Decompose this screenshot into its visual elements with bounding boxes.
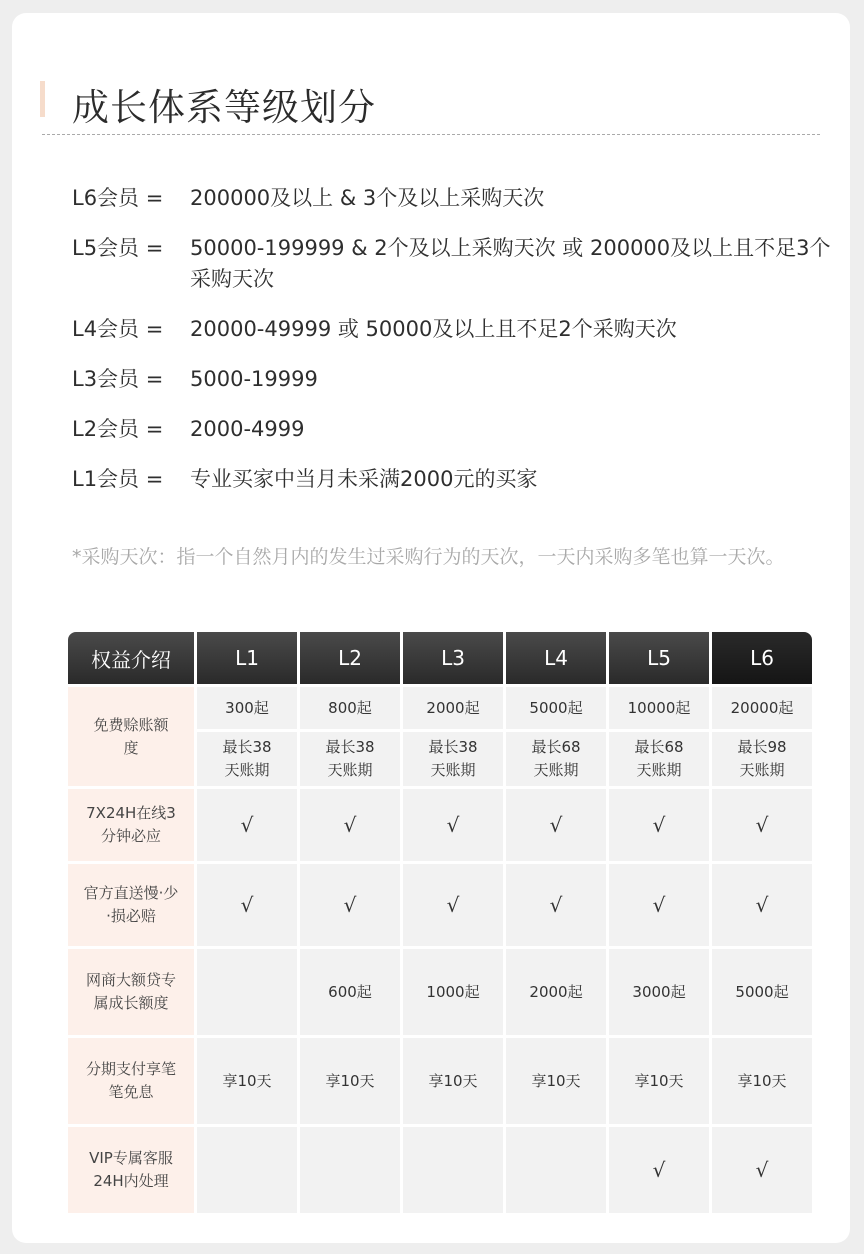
check-icon: √ bbox=[609, 789, 709, 861]
rule-condition: 2000-4999 bbox=[190, 417, 305, 441]
rule-item bbox=[72, 314, 832, 345]
check-icon: √ bbox=[609, 864, 709, 946]
rule-level: L3会员 = bbox=[72, 367, 164, 391]
column-header: L1 bbox=[197, 632, 297, 684]
table-row bbox=[68, 864, 812, 946]
check-icon: √ bbox=[609, 1127, 709, 1213]
credit-term: 最长68天账期 bbox=[609, 732, 709, 786]
check-icon: √ bbox=[506, 789, 606, 861]
check-icon: √ bbox=[403, 864, 503, 946]
row-label: 免费赊账额度 bbox=[68, 687, 194, 786]
divider bbox=[42, 134, 820, 135]
check-icon: √ bbox=[712, 864, 812, 946]
check-icon: √ bbox=[197, 789, 297, 861]
column-header: L2 bbox=[300, 632, 400, 684]
table-cell bbox=[300, 1127, 400, 1213]
table-row bbox=[68, 789, 812, 861]
table-cell: 享10天 bbox=[506, 1038, 606, 1124]
table-cell: 1000起 bbox=[403, 949, 503, 1035]
table-cell: 2000起 bbox=[506, 949, 606, 1035]
table-cell bbox=[197, 1127, 297, 1213]
level-rules bbox=[72, 183, 832, 514]
table-cell: 享10天 bbox=[300, 1038, 400, 1124]
page-title: 成长体系等级划分 bbox=[72, 86, 376, 129]
table-row bbox=[68, 949, 812, 1035]
credit-term: 最长38天账期 bbox=[197, 732, 297, 786]
row-label: 7X24H在线3分钟必应 bbox=[68, 789, 194, 861]
rule-level: L6会员 = bbox=[72, 186, 164, 210]
check-icon: √ bbox=[197, 864, 297, 946]
rule-condition: 专业买家中当月未采满2000元的买家 bbox=[190, 467, 538, 491]
credit-amount: 300起 bbox=[197, 687, 297, 729]
check-icon: √ bbox=[506, 864, 606, 946]
footnote: *采购天次：指一个自然月内的发生过采购行为的天次，一天内采购多笔也算一天次。 bbox=[72, 546, 785, 568]
rule-condition: 50000-199999 & 2个及以上采购天次 或 200000及以上且不足3个采购天次 bbox=[190, 236, 831, 291]
rule-item bbox=[72, 233, 832, 295]
column-header: L6 bbox=[712, 632, 812, 684]
table-cell: 享10天 bbox=[197, 1038, 297, 1124]
credit-term: 最长38天账期 bbox=[403, 732, 503, 786]
credit-amount: 10000起 bbox=[609, 687, 709, 729]
table-cell: 享10天 bbox=[712, 1038, 812, 1124]
table-cell: 5000起 bbox=[712, 949, 812, 1035]
rule-condition: 20000-49999 或 50000及以上且不足2个采购天次 bbox=[190, 317, 677, 341]
credit-amount: 800起 bbox=[300, 687, 400, 729]
column-header: L4 bbox=[506, 632, 606, 684]
row-label: 官方直送慢·少·损必赔 bbox=[68, 864, 194, 946]
credit-amount: 2000起 bbox=[403, 687, 503, 729]
credit-amount: 5000起 bbox=[506, 687, 606, 729]
rule-item bbox=[72, 464, 832, 495]
row-label: VIP专属客服24H内处理 bbox=[68, 1127, 194, 1213]
table-cell: 600起 bbox=[300, 949, 400, 1035]
check-icon: √ bbox=[712, 1127, 812, 1213]
credit-term: 最长38天账期 bbox=[300, 732, 400, 786]
benefits-table bbox=[65, 629, 815, 1216]
row-label: 分期支付享笔笔免息 bbox=[68, 1038, 194, 1124]
table-cell: 3000起 bbox=[609, 949, 709, 1035]
rule-level: L1会员 = bbox=[72, 467, 164, 491]
table-cell bbox=[506, 1127, 606, 1213]
table-row bbox=[68, 1038, 812, 1124]
check-icon: √ bbox=[403, 789, 503, 861]
rule-item bbox=[72, 414, 832, 445]
table-cell: 享10天 bbox=[403, 1038, 503, 1124]
rule-level: L4会员 = bbox=[72, 317, 164, 341]
column-header: L3 bbox=[403, 632, 503, 684]
credit-term: 最长98天账期 bbox=[712, 732, 812, 786]
rule-item bbox=[72, 364, 832, 395]
table-cell: 享10天 bbox=[609, 1038, 709, 1124]
row-label: 网商大额贷专属成长额度 bbox=[68, 949, 194, 1035]
check-icon: √ bbox=[300, 789, 400, 861]
table-cell bbox=[403, 1127, 503, 1213]
rule-condition: 200000及以上 & 3个及以上采购天次 bbox=[190, 186, 545, 210]
credit-amount: 20000起 bbox=[712, 687, 812, 729]
rule-level: L5会员 = bbox=[72, 236, 164, 260]
column-header: 权益介绍 bbox=[68, 632, 194, 684]
table-row bbox=[68, 1127, 812, 1213]
card bbox=[12, 13, 850, 1243]
title-accent-bar bbox=[40, 81, 45, 117]
rule-level: L2会员 = bbox=[72, 417, 164, 441]
column-header: L5 bbox=[609, 632, 709, 684]
table-row bbox=[68, 687, 812, 729]
rule-condition: 5000-19999 bbox=[190, 367, 318, 391]
credit-term: 最长68天账期 bbox=[506, 732, 606, 786]
table-cell bbox=[197, 949, 297, 1035]
check-icon: √ bbox=[712, 789, 812, 861]
check-icon: √ bbox=[300, 864, 400, 946]
rule-item bbox=[72, 183, 832, 214]
